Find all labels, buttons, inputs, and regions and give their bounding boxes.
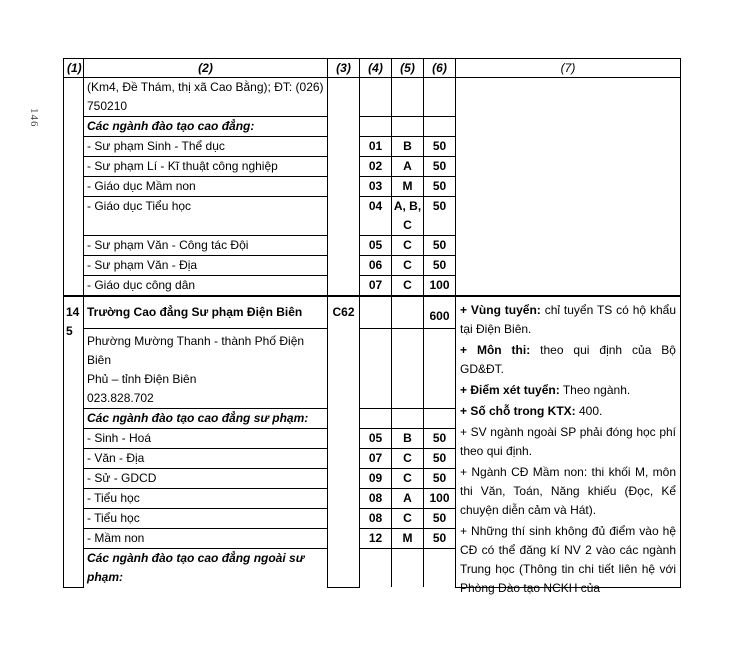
- address-line: (Km4, Đề Thám, thị xã Cao Bằng); ĐT: (026): [87, 80, 324, 94]
- header-col-6: (6): [424, 59, 456, 78]
- exam-group: C: [392, 509, 424, 529]
- major-name: - Sư phạm Văn - Công tác Đội: [84, 236, 328, 256]
- exam-group: A: [392, 489, 424, 509]
- section-heading: Các ngành đào tạo cao đẳng:: [84, 117, 328, 137]
- major-name: - Giáo dục Tiểu học: [84, 197, 328, 236]
- address-line: Phủ – tỉnh Điện Biên: [87, 372, 197, 386]
- exam-group: M: [392, 529, 424, 549]
- quota: 50: [424, 429, 456, 449]
- header-col-5: (5): [392, 59, 424, 78]
- major-name: - Giáo dục Mầm non: [84, 177, 328, 197]
- major-name: - Sư phạm Lí - Kĩ thuật công nghiệp: [84, 157, 328, 177]
- note-label: + Số chỗ trong KTX:: [460, 404, 576, 418]
- major-code: 07: [360, 449, 392, 469]
- quota: 50: [424, 177, 456, 197]
- address-line: Phường Mường Thanh - thành Phố Điện Biên: [87, 334, 305, 367]
- header-row: [64, 59, 681, 78]
- major-name: - Văn - Địa: [84, 449, 328, 469]
- major-code: 02: [360, 157, 392, 177]
- exam-group: C: [392, 236, 424, 256]
- note-item: [460, 463, 676, 520]
- note-text: + SV ngành ngoài SP phải đóng học phí theo qui định.: [460, 425, 676, 458]
- exam-group: C: [392, 469, 424, 489]
- exam-group: A: [392, 157, 424, 177]
- section-heading: Các ngành đào tạo cao đẳng sư phạm:: [84, 409, 328, 429]
- major-code: 04: [360, 197, 392, 236]
- major-code: 05: [360, 236, 392, 256]
- quota: 50: [424, 197, 456, 236]
- major-name: - Tiểu học: [84, 489, 328, 509]
- note-item: [460, 301, 676, 339]
- notes-content: [460, 301, 677, 595]
- exam-group: B: [392, 429, 424, 449]
- note-label: + Môn thi:: [460, 343, 531, 357]
- index-cell: [64, 78, 84, 297]
- major-code: 12: [360, 529, 392, 549]
- quota: 100: [424, 489, 456, 509]
- quota: 50: [424, 449, 456, 469]
- note-text: Theo ngành.: [559, 383, 631, 397]
- major-name: - Tiểu học: [84, 509, 328, 529]
- major-name: - Sư phạm Sinh - Thể dục: [84, 137, 328, 157]
- major-code: 08: [360, 489, 392, 509]
- address-cell: [84, 329, 328, 409]
- quota: 50: [424, 256, 456, 276]
- address-line: 750210: [87, 99, 128, 113]
- exam-group: C: [392, 276, 424, 297]
- note-label: + Vùng tuyển:: [460, 303, 541, 317]
- exam-group: C: [392, 256, 424, 276]
- major-name: - Sinh - Hoá: [84, 429, 328, 449]
- admissions-table: [63, 58, 681, 595]
- table-row: [64, 296, 681, 329]
- header-col-3: (3): [328, 59, 360, 78]
- note-item: [460, 423, 676, 461]
- major-code: 08: [360, 509, 392, 529]
- major-code: 03: [360, 177, 392, 197]
- exam-group: C: [392, 449, 424, 469]
- section-heading: Các ngành đào tạo cao đẳng ngoài sư phạm:: [84, 549, 328, 588]
- header-col-1: (1): [64, 59, 84, 78]
- note-text: 400.: [575, 404, 603, 418]
- quota: 50: [424, 157, 456, 177]
- major-name: - Sử - GDCD: [84, 469, 328, 489]
- header-col-4: (4): [360, 59, 392, 78]
- index-cell: 14 5: [64, 296, 84, 587]
- quota: 50: [424, 529, 456, 549]
- note-label: + Điểm xét tuyển:: [460, 383, 560, 397]
- page-number: 146: [28, 108, 40, 128]
- total-quota: 600: [424, 296, 456, 329]
- note-item: [460, 522, 676, 598]
- address-line: 023.828.702: [87, 391, 154, 405]
- note-item: [460, 402, 676, 421]
- header-col-2: (2): [84, 59, 328, 78]
- major-code: 05: [360, 429, 392, 449]
- major-code: 07: [360, 276, 392, 297]
- note-text: chỉ tuyển TS có hộ khẩu tại Điện Biên.: [460, 303, 677, 336]
- notes-cell: [456, 296, 681, 595]
- school-name: Trường Cao đẳng Sư phạm Điện Biên: [84, 296, 328, 329]
- address-cell: [84, 78, 328, 117]
- note-item: [460, 381, 676, 400]
- major-code: 09: [360, 469, 392, 489]
- exam-group: A, B, C: [392, 197, 424, 236]
- note-text: + Ngành CĐ Mầm non: thi khối M, môn thi Văn, Toán, Năng khiếu (Đọc, Kể chuyện diễn cảm và Hát).: [460, 465, 676, 517]
- notes-cell: [456, 78, 681, 297]
- major-name: - Sư phạm Văn - Địa: [84, 256, 328, 276]
- exam-group: B: [392, 137, 424, 157]
- table-row: [64, 78, 681, 117]
- school-code-cell: [328, 78, 360, 297]
- major-name: - Mầm non: [84, 529, 328, 549]
- quota: 50: [424, 509, 456, 529]
- school-code: C62: [328, 296, 360, 587]
- exam-group: M: [392, 177, 424, 197]
- quota: 100: [424, 276, 456, 297]
- note-text: theo qui định của Bộ GD&ĐT.: [460, 343, 676, 376]
- major-code: 01: [360, 137, 392, 157]
- quota: 50: [424, 469, 456, 489]
- major-code: 06: [360, 256, 392, 276]
- note-text: + Những thí sinh không đủ điểm vào hệ CĐ có thể đăng kí NV 2 vào các ngành Trung học (Thông tin chi tiết liên hệ với Phòng Đào tạo NCKH của: [460, 524, 676, 595]
- quota: 50: [424, 137, 456, 157]
- note-item: [460, 341, 676, 379]
- header-col-7: (7): [456, 59, 681, 78]
- quota: 50: [424, 236, 456, 256]
- major-name: - Giáo dục công dân: [84, 276, 328, 297]
